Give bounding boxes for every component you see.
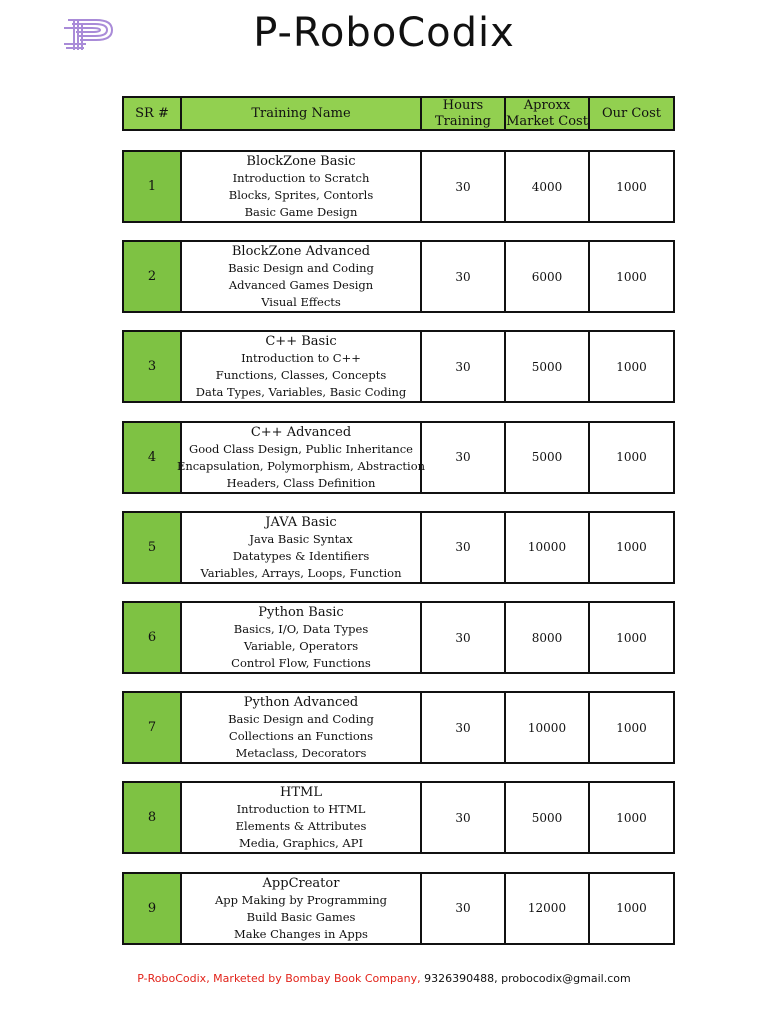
- row-training-name: [182, 513, 422, 582]
- row-our-cost: 1000: [616, 901, 647, 916]
- row-market-cost: 5000: [506, 423, 590, 492]
- table-row: [122, 421, 675, 494]
- header-market-cost: Aproxx Market Cost: [506, 98, 590, 129]
- course-topic: Build Basic Games: [246, 909, 356, 924]
- row-training-name: [182, 874, 422, 943]
- course-topic: Variable, Operators: [243, 639, 359, 653]
- row-our-cost: 1000: [616, 540, 647, 555]
- row-market-cost: 6000: [506, 242, 590, 311]
- course-topic: Control Flow, Functions: [231, 656, 371, 670]
- row-hours: 30: [422, 152, 506, 221]
- course-title: AppCreator: [262, 875, 340, 891]
- page-title: P-RoboCodix: [253, 10, 515, 56]
- row-sr: 6: [124, 603, 182, 672]
- course-title: Python Advanced: [243, 695, 359, 711]
- row-market-cost: 8000: [506, 603, 590, 672]
- row-training-name: [182, 783, 422, 852]
- row-our-cost: 1000: [616, 810, 647, 825]
- row-sr: 2: [124, 242, 182, 311]
- course-topic: Introduction to HTML: [236, 802, 366, 817]
- row-hours: 30: [422, 332, 506, 401]
- row-training-name: [182, 603, 422, 672]
- table-row: [122, 511, 675, 584]
- course-topic: Basic Game Design: [244, 205, 358, 219]
- course-topic: Basic Design and Coding: [228, 712, 374, 727]
- course-topic: Introduction to Scratch: [232, 171, 370, 185]
- course-topic: Make Changes in Apps: [234, 926, 368, 941]
- row-market-cost: 5000: [506, 783, 590, 852]
- table-row: [122, 601, 675, 674]
- row-our-cost: 1000: [616, 450, 647, 465]
- row-hours: 30: [422, 603, 506, 672]
- row-market-cost: 12000: [506, 874, 590, 943]
- course-topic: Basics, I/O, Data Types: [233, 622, 369, 636]
- course-title: JAVA Basic: [265, 514, 337, 530]
- row-training-name: [182, 242, 422, 311]
- row-market-cost: 5000: [506, 332, 590, 401]
- course-topic: Variables, Arrays, Loops, Function: [200, 565, 402, 580]
- row-training-name: [182, 693, 422, 762]
- course-topic: Media, Graphics, API: [238, 836, 363, 851]
- course-title: C++ Advanced: [250, 424, 352, 440]
- row-sr: 4: [124, 423, 182, 492]
- header-training-name: Training Name: [182, 98, 422, 129]
- footer: [0, 972, 768, 985]
- row-sr: 5: [124, 513, 182, 582]
- row-hours: 30: [422, 423, 506, 492]
- course-topic: Functions, Classes, Concepts: [215, 368, 387, 383]
- course-title: C++ Basic: [265, 334, 337, 350]
- course-topic: Advanced Games Design: [228, 278, 374, 293]
- course-topic: Blocks, Sprites, Contorls: [228, 188, 374, 202]
- row-hours: 30: [422, 874, 506, 943]
- course-title: Python Basic: [258, 605, 344, 620]
- row-our-cost: 1000: [616, 269, 647, 284]
- row-sr: 7: [124, 693, 182, 762]
- row-hours: 30: [422, 693, 506, 762]
- table-row: [122, 330, 675, 403]
- row-hours: 30: [422, 513, 506, 582]
- row-our-cost: 1000: [616, 630, 647, 645]
- course-topic: Collections an Functions: [228, 729, 374, 744]
- footer-marketed: P-RoboCodix, Marketed by Bombay Book Company,: [137, 972, 421, 985]
- row-market-cost: 4000: [506, 152, 590, 221]
- table-row: [122, 240, 675, 313]
- row-our-cost: 1000: [616, 720, 647, 735]
- table-row: [122, 691, 675, 764]
- row-sr: 1: [124, 152, 182, 221]
- course-topic: Data Types, Variables, Basic Coding: [195, 385, 407, 400]
- header-our-cost: Our Cost: [601, 105, 662, 121]
- course-title: BlockZone Basic: [246, 154, 356, 169]
- course-topic: Java Basic Syntax: [249, 531, 353, 546]
- table-header: [122, 96, 675, 131]
- row-training-name: [182, 152, 422, 221]
- course-topic: Headers, Class Definition: [226, 475, 376, 490]
- header-sr: SR #: [124, 98, 182, 129]
- course-topic: Introduction to C++: [241, 351, 361, 366]
- course-title: HTML: [280, 785, 322, 801]
- footer-contact: 9326390488, probocodix@gmail.com: [420, 972, 631, 985]
- row-training-name: [176, 423, 426, 492]
- course-topic: Visual Effects: [261, 295, 341, 310]
- course-topic: Metaclass, Decorators: [235, 746, 367, 761]
- table-row: [122, 872, 675, 945]
- row-our-cost: 1000: [616, 179, 647, 194]
- row-hours: 30: [422, 242, 506, 311]
- row-training-name: [182, 332, 422, 401]
- row-market-cost: 10000: [506, 513, 590, 582]
- course-topic: App Making by Programming: [214, 892, 388, 907]
- course-title: BlockZone Advanced: [231, 244, 371, 260]
- row-sr: 3: [124, 332, 182, 401]
- header-hours: Hours Training: [422, 98, 506, 129]
- row-hours: 30: [422, 783, 506, 852]
- course-topic: Good Class Design, Public Inheritance: [189, 441, 413, 456]
- row-sr: 8: [124, 783, 182, 852]
- row-our-cost: 1000: [616, 359, 647, 374]
- course-topic: Datatypes & Identifiers: [232, 548, 370, 563]
- course-topic: Encapsulation, Polymorphism, Abstraction: [176, 458, 426, 473]
- course-topic: Elements & Attributes: [235, 819, 367, 834]
- table-row: [122, 150, 675, 223]
- row-sr: 9: [124, 874, 182, 943]
- table-row: [122, 781, 675, 854]
- row-market-cost: 10000: [506, 693, 590, 762]
- course-topic: Basic Design and Coding: [228, 261, 374, 276]
